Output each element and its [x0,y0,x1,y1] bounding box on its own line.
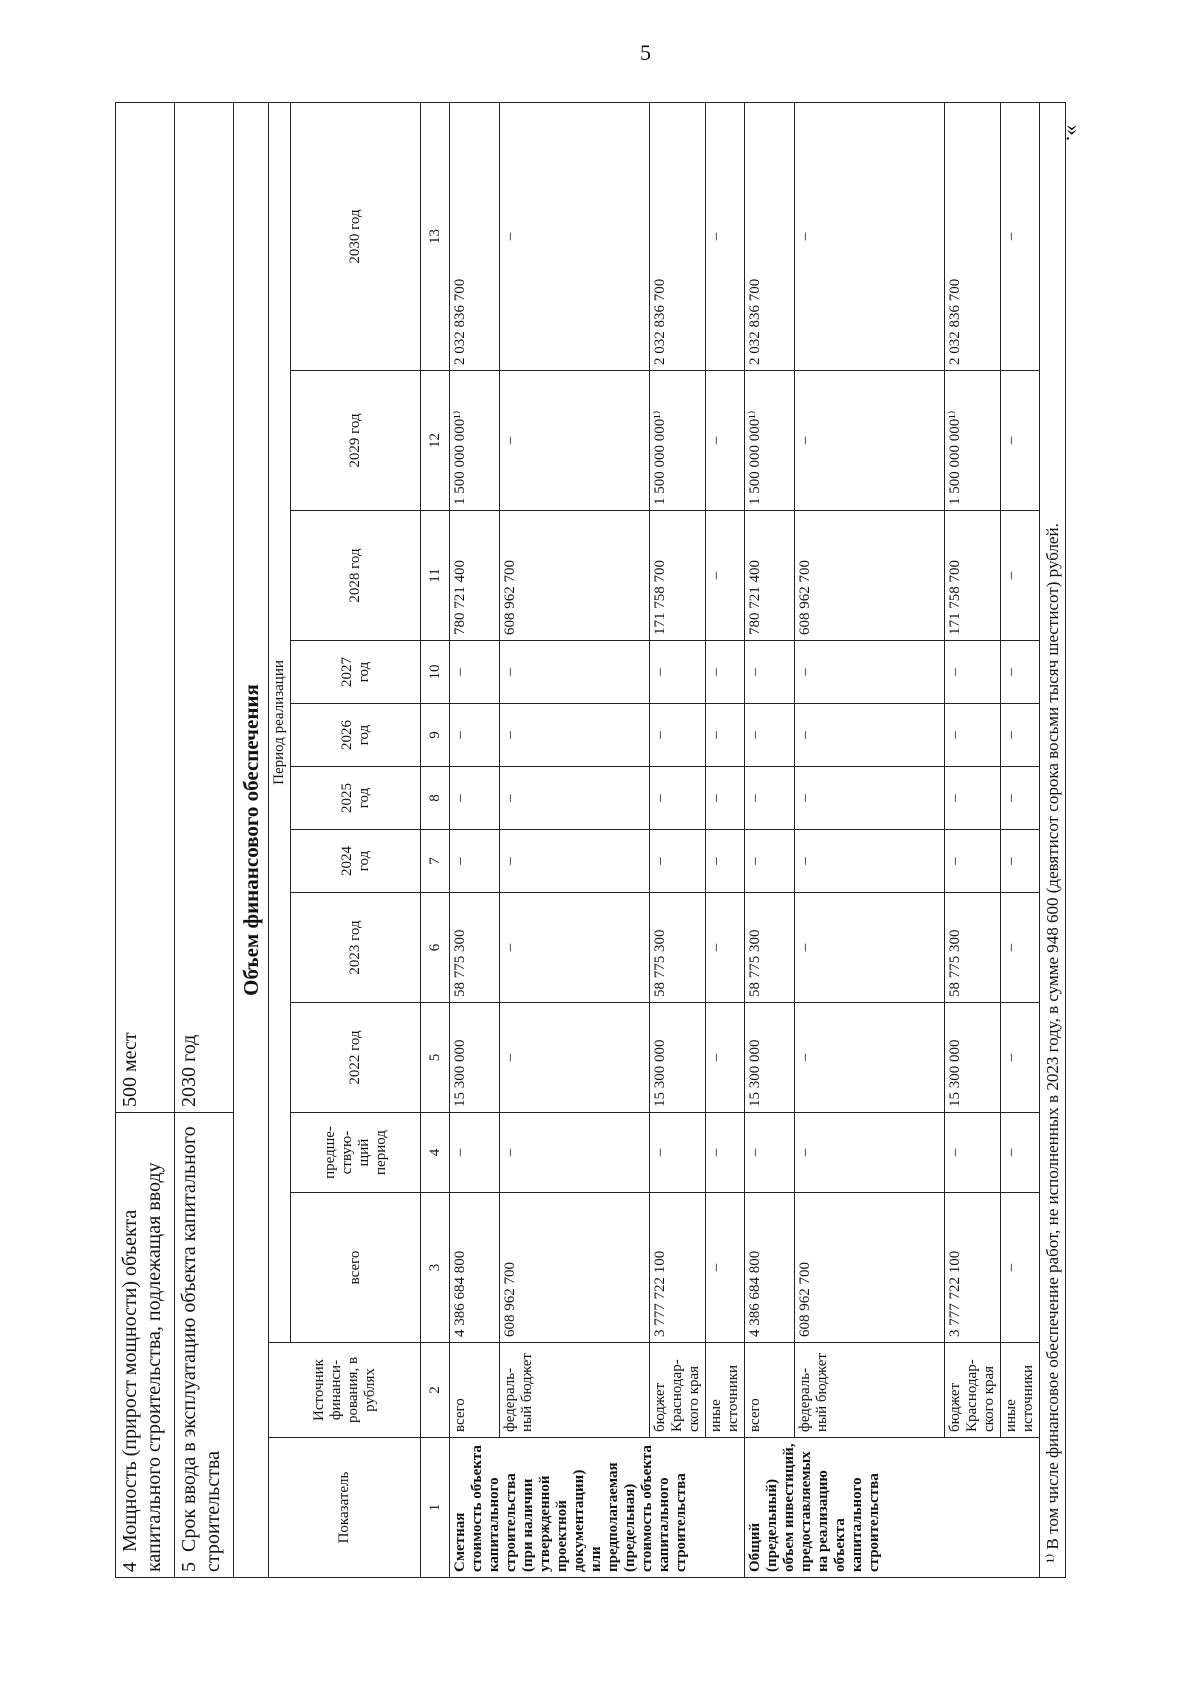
value-cell: 1 500 000 000¹⁾ [745,371,795,511]
value-cell: – [706,371,745,511]
value-cell: – [945,767,1001,830]
value-cell: – [706,1193,745,1343]
row-value: 500 мест [116,102,175,1112]
value-cell: – [706,102,745,370]
value-cell: 15 300 000 [745,1003,795,1113]
value-cell: – [706,641,745,704]
header-year: 2023 год [291,893,421,1003]
value-cell: – [1001,641,1040,704]
value-cell: – [795,102,945,370]
value-cell: – [706,704,745,767]
header-year: 2030 год [291,102,421,370]
value-cell: – [1001,704,1040,767]
value-cell: 15 300 000 [650,1003,706,1113]
table-row [500,102,650,1577]
value-cell: – [500,102,650,370]
value-cell: – [500,830,650,893]
value-cell: 3 777 722 100 [945,1193,1001,1343]
col-number: 12 [421,371,450,511]
source-cell: всего [745,1343,795,1438]
value-cell: – [1001,767,1040,830]
value-cell: – [650,1113,706,1193]
value-cell: – [1001,830,1040,893]
col-number: 1 [421,1438,450,1578]
header-year: 2022 год [291,1003,421,1113]
value-cell: – [795,767,945,830]
value-cell: – [450,830,500,893]
value-cell: 58 775 300 [450,893,500,1003]
value-cell: 58 775 300 [745,893,795,1003]
header-prev-period: предше-ствую-щий период [291,1113,421,1193]
value-cell: – [745,767,795,830]
value-cell: – [500,641,650,704]
table-row [450,102,500,1577]
value-cell: 4 386 684 800 [745,1193,795,1343]
source-cell: всего [450,1343,500,1438]
value-cell: – [795,1113,945,1193]
value-cell: – [706,1113,745,1193]
value-cell: 1 500 000 000¹⁾ [650,371,706,511]
table-row [795,102,945,1577]
value-cell: 780 721 400 [745,511,795,641]
source-cell: федераль-ный бюджет [795,1343,945,1438]
row-number: 5 [178,1562,200,1572]
value-cell: – [706,767,745,830]
header-year: 2027 год [291,641,421,704]
col-number: 8 [421,767,450,830]
value-cell: – [706,830,745,893]
passport-table [115,102,1066,1578]
header-year: 2026 год [291,704,421,767]
table-row [945,102,1001,1577]
row-value: 2030 год [175,102,234,1112]
value-cell: 171 758 700 [650,511,706,641]
value-cell: 4 386 684 800 [450,1193,500,1343]
closing-quote: ». [1061,124,1087,142]
value-cell: – [745,641,795,704]
value-cell: – [795,641,945,704]
page-number: 5 [640,40,651,65]
top-row-capacity [116,102,175,1577]
value-cell: – [795,830,945,893]
value-cell: – [1001,511,1040,641]
value-cell: – [1001,893,1040,1003]
section-title: Объем финансового обеспечения [234,102,269,1577]
col-number: 3 [421,1193,450,1343]
value-cell: – [500,1003,650,1113]
value-cell: 608 962 700 [500,511,650,641]
header-year: 2029 год [291,371,421,511]
value-cell: 15 300 000 [450,1003,500,1113]
value-cell: – [745,704,795,767]
value-cell: 608 962 700 [795,511,945,641]
value-cell: – [450,704,500,767]
value-cell: 2 032 836 700 [450,102,500,370]
value-cell: – [706,1003,745,1113]
value-cell: – [500,893,650,1003]
value-cell: 171 758 700 [945,511,1001,641]
value-cell: – [945,830,1001,893]
rotated-table-wrapper [115,103,1065,1578]
source-cell: иные источники [706,1343,745,1438]
value-cell: 1 500 000 000¹⁾ [450,371,500,511]
col-number: 7 [421,830,450,893]
value-cell: – [450,1113,500,1193]
value-cell: 2 032 836 700 [650,102,706,370]
indicator-cell: Сметная стоимость объекта капитального строительства (при наличии утвержденной проектной документации) или предполагаемая (предельная) стоимость объекта капитального строительства [450,1438,745,1578]
value-cell: – [450,641,500,704]
table-row [1001,102,1040,1577]
value-cell: – [1001,1113,1040,1193]
value-cell: – [795,704,945,767]
value-cell: – [795,1003,945,1113]
value-cell: 2 032 836 700 [745,102,795,370]
value-cell: – [500,767,650,830]
value-cell: – [706,893,745,1003]
header-year: 2025 год [291,767,421,830]
col-number: 4 [421,1113,450,1193]
source-cell: иные источники [1001,1343,1040,1438]
value-cell: – [650,767,706,830]
value-cell: 58 775 300 [650,893,706,1003]
table-row [650,102,706,1577]
header-year: 2024 год [291,830,421,893]
col-number: 10 [421,641,450,704]
header-source: Источник финанси-рования, в рублях [269,1343,421,1438]
row-number: 4 [119,1562,141,1572]
value-cell: – [650,641,706,704]
value-cell: 3 777 722 100 [650,1193,706,1343]
value-cell: 780 721 400 [450,511,500,641]
value-cell: 58 775 300 [945,893,1001,1003]
col-number: 9 [421,704,450,767]
value-cell: – [650,830,706,893]
column-numbers-row [421,102,450,1577]
source-cell: бюджет Краснодар-ского края [945,1343,1001,1438]
table-row [706,102,745,1577]
header-period: Период реализации [269,102,291,1342]
value-cell: – [500,704,650,767]
value-cell: – [745,830,795,893]
value-cell: – [945,641,1001,704]
data-body [450,102,1040,1577]
value-cell: 608 962 700 [500,1193,650,1343]
header-year: 2028 год [291,511,421,641]
header-indicator: Показатель [269,1438,421,1578]
value-cell: – [500,371,650,511]
row-label: Мощность (прирост мощности) объекта капитального строительства, подлежащая вводу [119,1162,165,1572]
value-cell: – [1001,1003,1040,1113]
source-cell: бюджет Краснодар-ского края [650,1343,706,1438]
value-cell: – [706,511,745,641]
value-cell: 1 500 000 000¹⁾ [945,371,1001,511]
header-total: всего [291,1193,421,1343]
value-cell: – [1001,102,1040,370]
col-number: 11 [421,511,450,641]
col-number: 13 [421,102,450,370]
row-label: Срок ввода в эксплуатацию объекта капитального строительства [178,1126,224,1572]
indicator-cell: Общий (предельный) объем инвестиций, предоставляемых на реализацию объекта капитального строительства [745,1438,1040,1578]
footnote: ¹⁾ В том числе финансовое обеспечение работ, не исполненных в 2023 году, в сумме 948 600 (девятисот сорока восьми тысяч шестисот) рублей. [1040,102,1066,1577]
value-cell: – [795,893,945,1003]
source-cell: федераль-ный бюджет [500,1343,650,1438]
value-cell: – [500,1113,650,1193]
value-cell: 15 300 000 [945,1003,1001,1113]
col-number: 2 [421,1343,450,1438]
col-number: 6 [421,893,450,1003]
value-cell: – [945,704,1001,767]
value-cell: – [795,371,945,511]
value-cell: – [745,1113,795,1193]
value-cell: 608 962 700 [795,1193,945,1343]
value-cell: – [1001,371,1040,511]
value-cell: – [1001,1193,1040,1343]
value-cell: – [450,767,500,830]
value-cell: 2 032 836 700 [945,102,1001,370]
value-cell: – [650,704,706,767]
value-cell: – [945,1113,1001,1193]
table-row [745,102,795,1577]
col-number: 5 [421,1003,450,1113]
top-row-commissioning [175,102,234,1577]
